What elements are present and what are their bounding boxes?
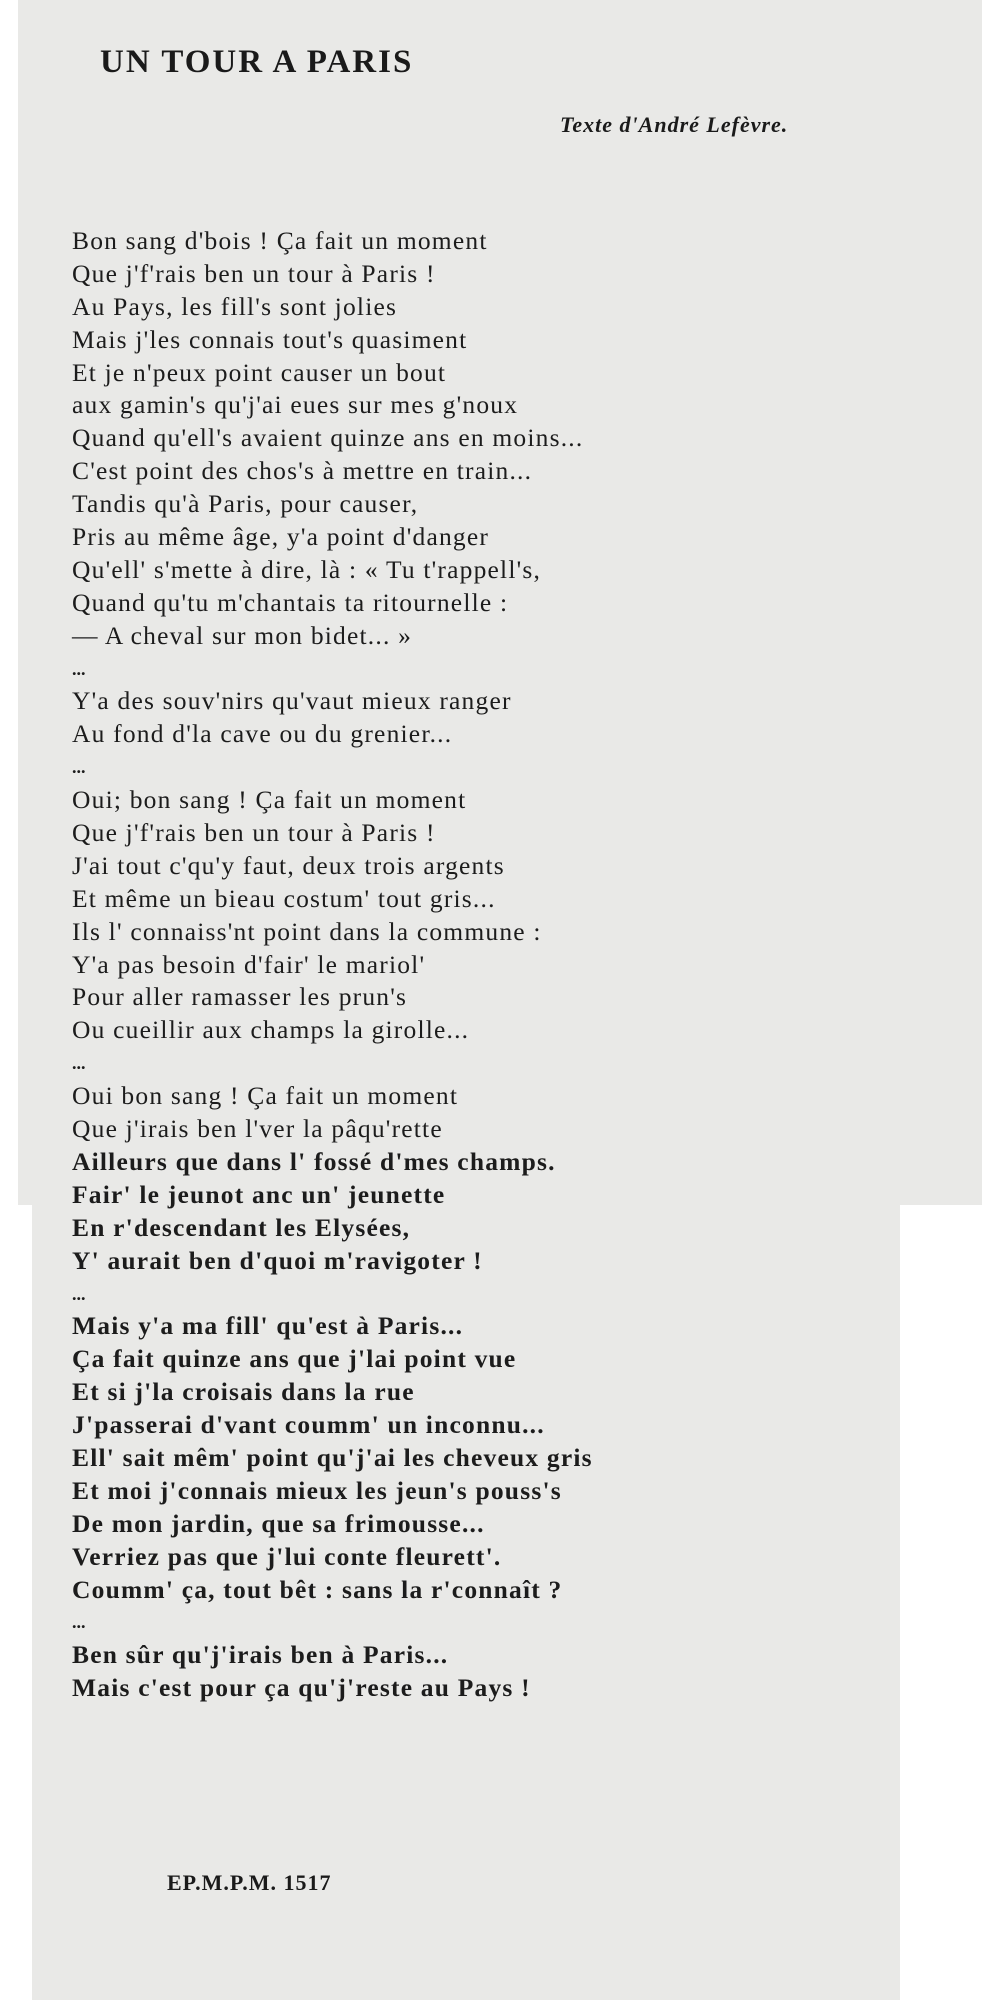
- poem-line: Et même un bieau costum' tout gris...: [72, 883, 496, 913]
- poem-line: Ben sûr qu'j'irais ben à Paris...: [72, 1640, 449, 1670]
- poem-line: J'ai tout c'qu'y faut, deux trois argents: [72, 850, 505, 880]
- poem-line: Que j'irais ben l'ver la pâqu'rette: [72, 1114, 443, 1144]
- poem-line: J'passerai d'vant coumm' un inconnu...: [72, 1410, 545, 1440]
- poem-line: Quand qu'ell's avaient quinze ans en moins...: [72, 423, 584, 453]
- poem-line: Pris au même âge, y'a point d'danger: [72, 522, 490, 552]
- stanza-separator: ...: [72, 1612, 86, 1633]
- poem-line: Quand qu'tu m'chantais ta ritournelle :: [72, 587, 509, 617]
- poem-line: Y' aurait ben d'quoi m'ravigoter !: [72, 1245, 483, 1275]
- poem-line: Ça fait quinze ans que j'lai point vue: [72, 1344, 517, 1374]
- poem-line: C'est point des chos's à mettre en train...: [72, 456, 533, 486]
- poem-line: Oui bon sang ! Ça fait un moment: [72, 1081, 459, 1111]
- poem-line: Verriez pas que j'lui conte fleurett'.: [72, 1541, 502, 1571]
- poem-line: Au fond d'la cave ou du grenier...: [72, 719, 453, 749]
- poem-line: Au Pays, les fill's sont jolies: [72, 291, 398, 321]
- poem-line: Coumm' ça, tout bêt : sans la r'connaît ?: [72, 1574, 563, 1604]
- poem-line: — A cheval sur mon bidet... »: [72, 620, 413, 650]
- poem-line: Fair' le jeunot anc un' jeunette: [72, 1179, 446, 1209]
- poem-line: Ils l' connaiss'nt point dans la commune :: [72, 916, 542, 946]
- poem-line: Mais y'a ma fill' qu'est à Paris...: [72, 1311, 464, 1341]
- poem-line: Pour aller ramasser les prun's: [72, 982, 408, 1012]
- author-credit: Texte d'André Lefèvre.: [560, 112, 789, 137]
- poem-line: Y'a pas besoin d'fair' le mariol': [72, 949, 426, 979]
- poem-line: Y'a des souv'nirs qu'vaut mieux ranger: [72, 686, 512, 716]
- poem-line: Bon sang d'bois ! Ça fait un moment: [72, 226, 488, 255]
- stanza-separator: ...: [72, 1053, 86, 1074]
- poem-line: Mais c'est pour ça qu'j'reste au Pays !: [72, 1673, 531, 1703]
- poem-line: De mon jardin, que sa frimousse...: [72, 1508, 485, 1538]
- poem-line: Et si j'la croisais dans la rue: [72, 1377, 415, 1407]
- publisher-code: EP.M.P.M. 1517: [167, 1870, 332, 1895]
- stanza-separator: ...: [72, 1283, 86, 1304]
- poem-line: Qu'ell' s'mette à dire, là : « Tu t'rappell's,: [72, 554, 542, 584]
- poem-title: UN TOUR A PARIS: [100, 44, 414, 80]
- poem-body: [72, 225, 952, 1705]
- poem-line: Ell' sait mêm' point qu'j'ai les cheveux gris: [72, 1442, 593, 1472]
- poem-line: Ailleurs que dans l' fossé d'mes champs.: [72, 1146, 556, 1176]
- poem-line: Que j'f'rais ben un tour à Paris !: [72, 818, 436, 848]
- poem-line: Ou cueillir aux champs la girolle...: [72, 1015, 470, 1045]
- poem-line: Tandis qu'à Paris, pour causer,: [72, 489, 419, 519]
- poem-line: Oui; bon sang ! Ça fait un moment: [72, 785, 467, 815]
- poem-line: aux gamin's qu'j'ai eues sur mes g'noux: [72, 390, 519, 420]
- poem-line: Et moi j'connais mieux les jeun's pouss's: [72, 1475, 562, 1505]
- poem-line: Que j'f'rais ben un tour à Paris !: [72, 258, 436, 288]
- poem-line: Et je n'peux point causer un bout: [72, 357, 447, 387]
- stanza-separator: ...: [72, 658, 86, 679]
- poem-line: Mais j'les connais tout's quasiment: [72, 324, 468, 354]
- poem-line: En r'descendant les Elysées,: [72, 1212, 411, 1242]
- stanza-separator: ...: [72, 757, 86, 778]
